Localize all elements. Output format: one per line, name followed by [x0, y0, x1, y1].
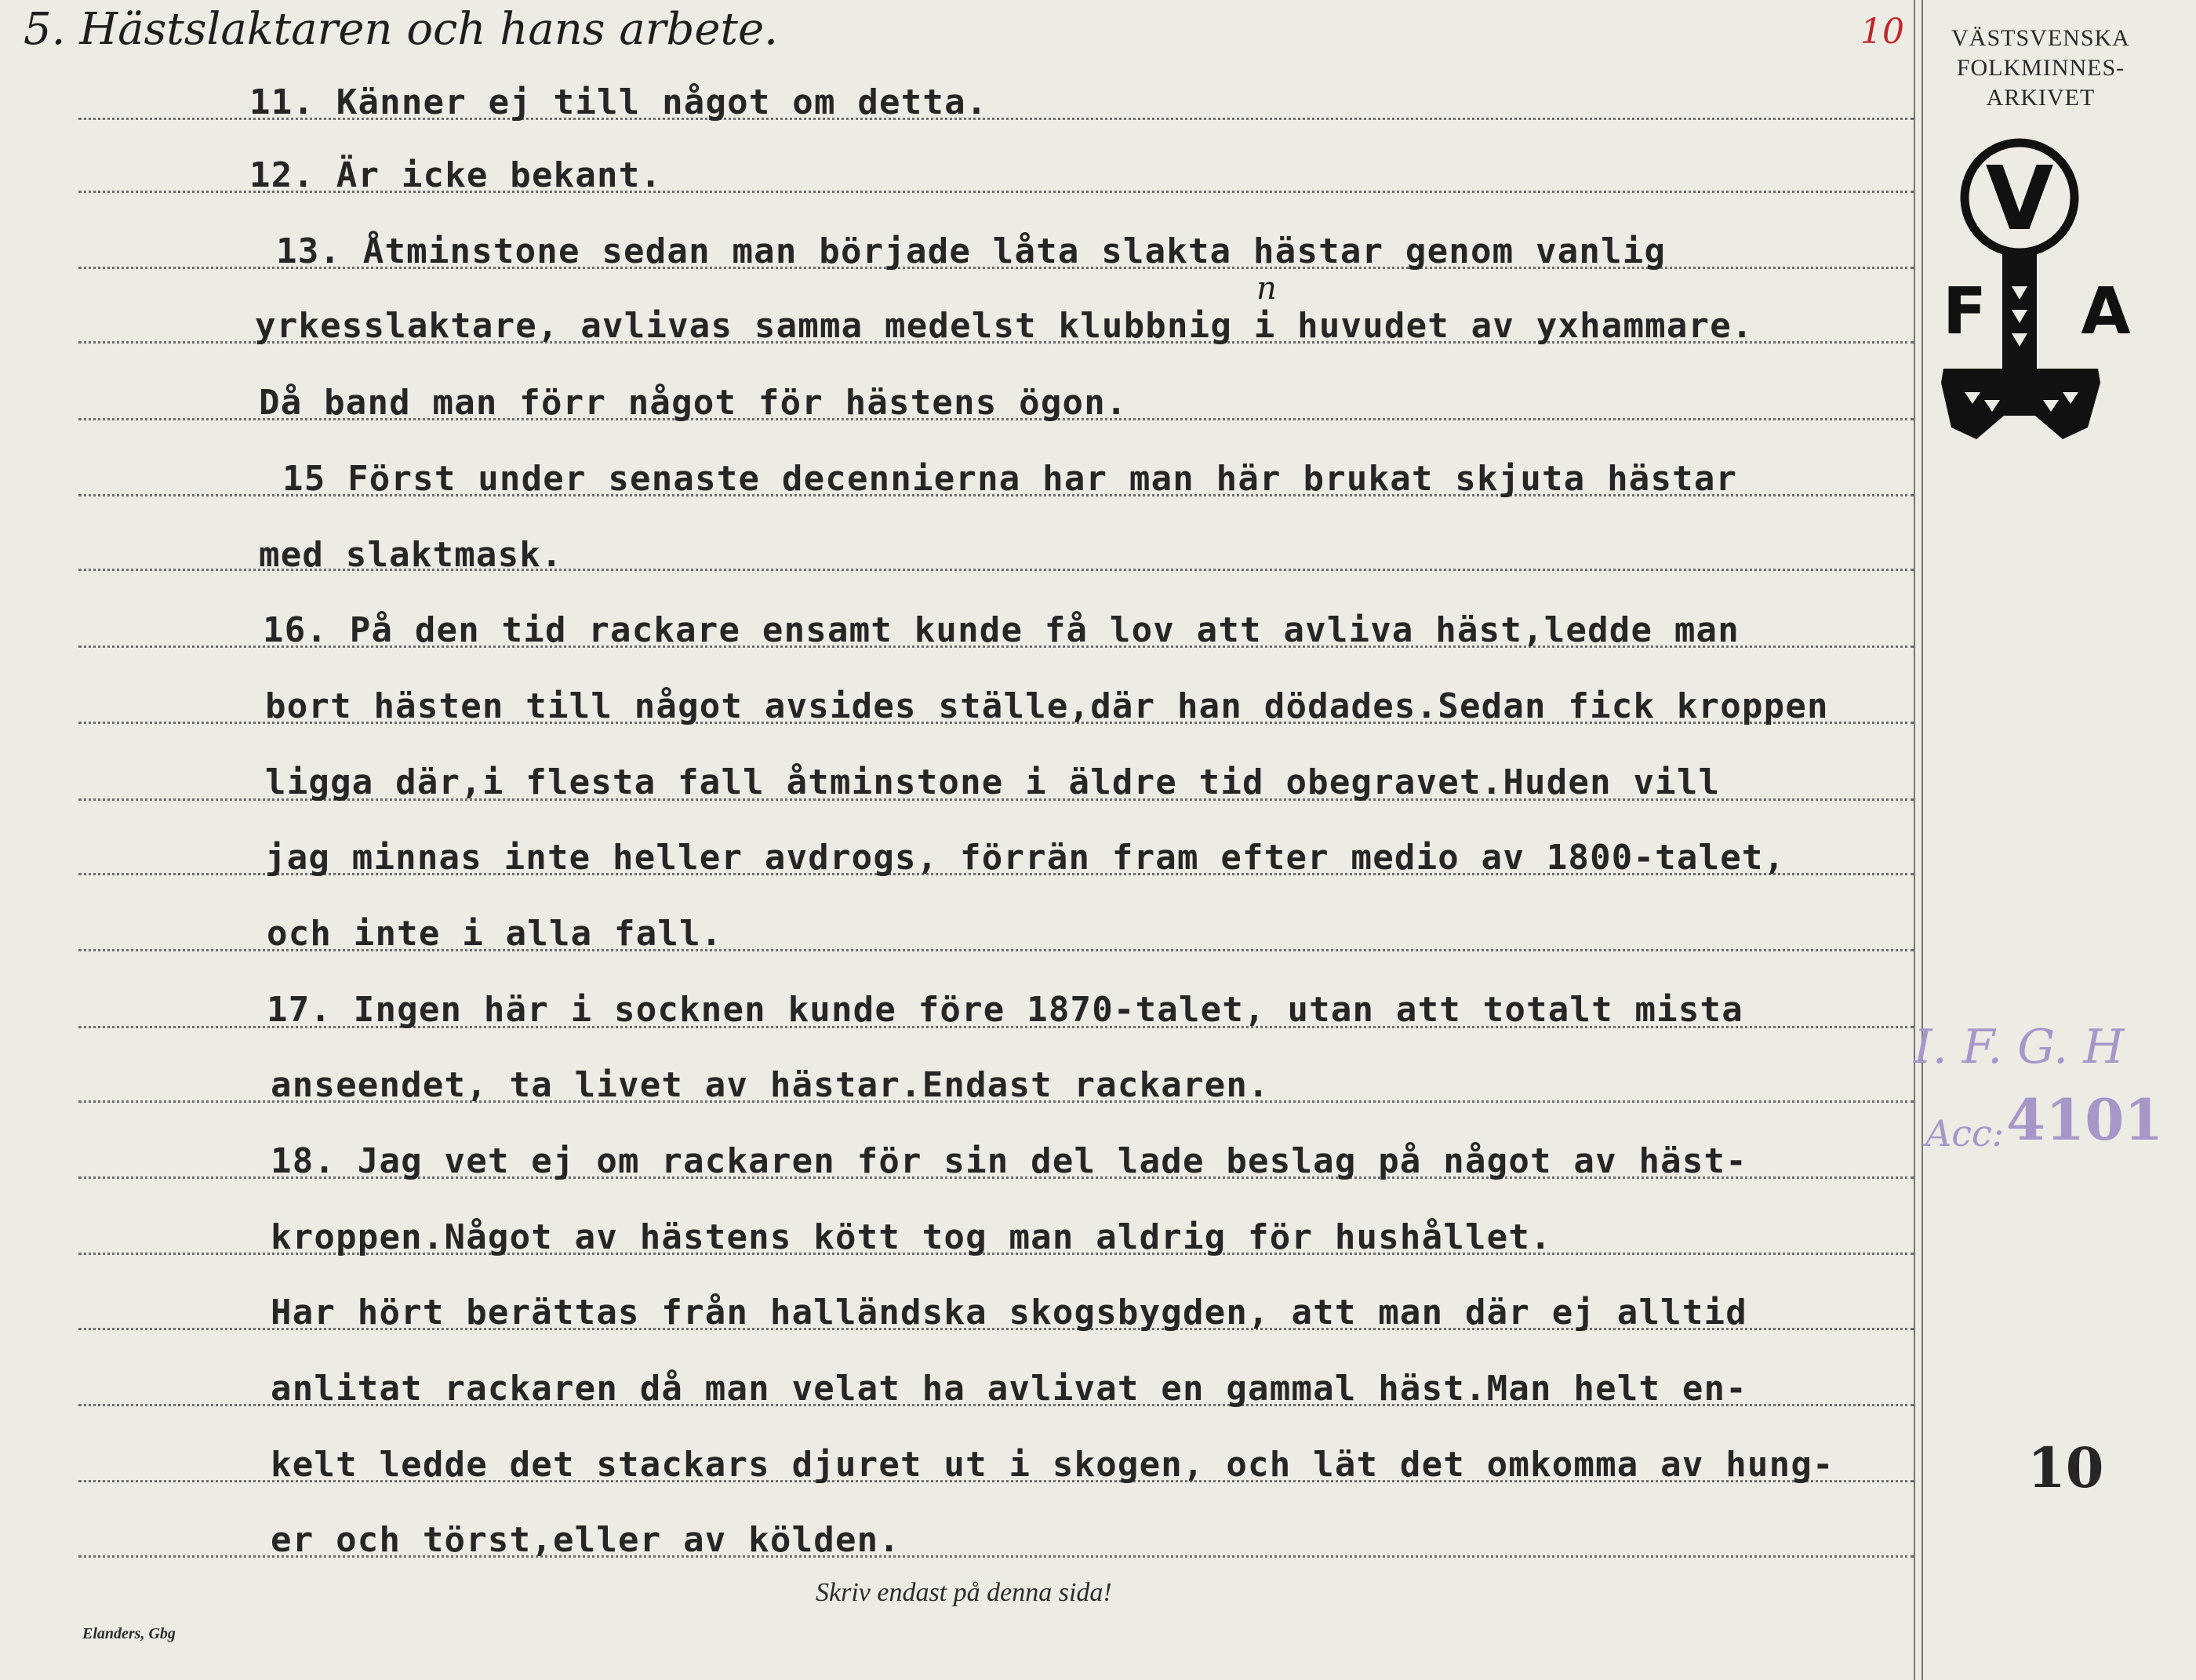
logo-letter-v: V — [1985, 148, 2054, 250]
text-line: 12. Är icke bekant. — [249, 155, 663, 195]
text-line: 18. Jag vet ej om rackaren för sin del lade beslag på något av häst- — [271, 1141, 1747, 1181]
margin-page-number: 10 — [2027, 1435, 2104, 1500]
text-line: 16. På den tid rackare ensamt kunde få lov att avliva häst,ledde man — [263, 610, 1740, 650]
accession-stamp-number: 4101 — [2006, 1086, 2164, 1153]
text-line: med slaktmask. — [259, 535, 563, 575]
text-line: anlitat rackaren då man velat ha avlivat en gammal häst.Man helt en- — [271, 1369, 1747, 1409]
archive-name-line1: VÄSTSVENSKA — [1951, 25, 2130, 51]
text-line: anseendet, ta livet av hästar.Endast rackaren. — [271, 1065, 1270, 1105]
handwritten-insertion-mark: n — [1256, 271, 1277, 307]
text-line: yrkesslaktare, avlivas samma medelst klubbnig i huvudet av yxhammare. — [255, 306, 1754, 346]
text-line: jag minnas inte heller avdrogs, förrän fram efter medio av 1800-talet, — [265, 838, 1786, 878]
accession-stamp-label: Acc: — [1925, 1112, 2005, 1155]
text-line: kelt ledde det stackars djuret ut i skogen, och lät det omkomma av hung- — [271, 1445, 1834, 1485]
logo-letter-a: A — [2081, 275, 2131, 349]
text-line: och inte i alla fall. — [267, 914, 723, 954]
text-line: 15 Först under senaste decennierna har man här brukat skjuta hästar — [282, 459, 1738, 499]
text-line: ligga där,i flesta fall åtminstone i äldre tid obegravet.Huden vill — [265, 762, 1721, 802]
logo-letter-f: F — [1942, 275, 1987, 349]
footer-instruction: Skriv endast på denna sida! — [816, 1578, 1112, 1607]
handwritten-page-number: 10 — [1860, 12, 1904, 52]
text-line: Har hört berättas från halländska skogsbygden, att man där ej alltid — [271, 1293, 1747, 1333]
archive-name-line2: FOLKMINNES- — [1956, 55, 2125, 81]
text-line: 17. Ingen här i socknen kunde före 1870-talet, utan att totalt mista — [267, 990, 1743, 1030]
margin-line-left — [1914, 0, 1915, 1680]
text-line: er och törst,eller av kölden. — [271, 1520, 901, 1560]
archive-name — [1931, 24, 2151, 113]
text-line: bort hästen till något avsides ställe,där han dödades.Sedan fick kroppen — [265, 686, 1829, 726]
logo-hammer-head — [1941, 369, 2100, 439]
text-line: kroppen.Något av hästens kött tog man aldrig för hushållet. — [271, 1217, 1552, 1257]
archive-name-line3: ARKIVET — [1986, 85, 2096, 111]
accession-stamp-initials: I. F. G. H — [1914, 1020, 2125, 1075]
text-line: 13. Åtminstone sedan man började låta slakta hästar genom vanlig — [276, 231, 1667, 271]
printer-imprint: Elanders, Gbg — [82, 1625, 176, 1642]
text-line: Då band man förr något för hästens ögon. — [259, 383, 1128, 423]
text-line: 11. Känner ej till något om detta. — [249, 82, 988, 122]
handwritten-title: 5. Hästslaktaren och hans arbete. — [24, 4, 778, 55]
margin-line-right — [1922, 0, 1923, 1680]
archive-logo — [1937, 133, 2149, 447]
